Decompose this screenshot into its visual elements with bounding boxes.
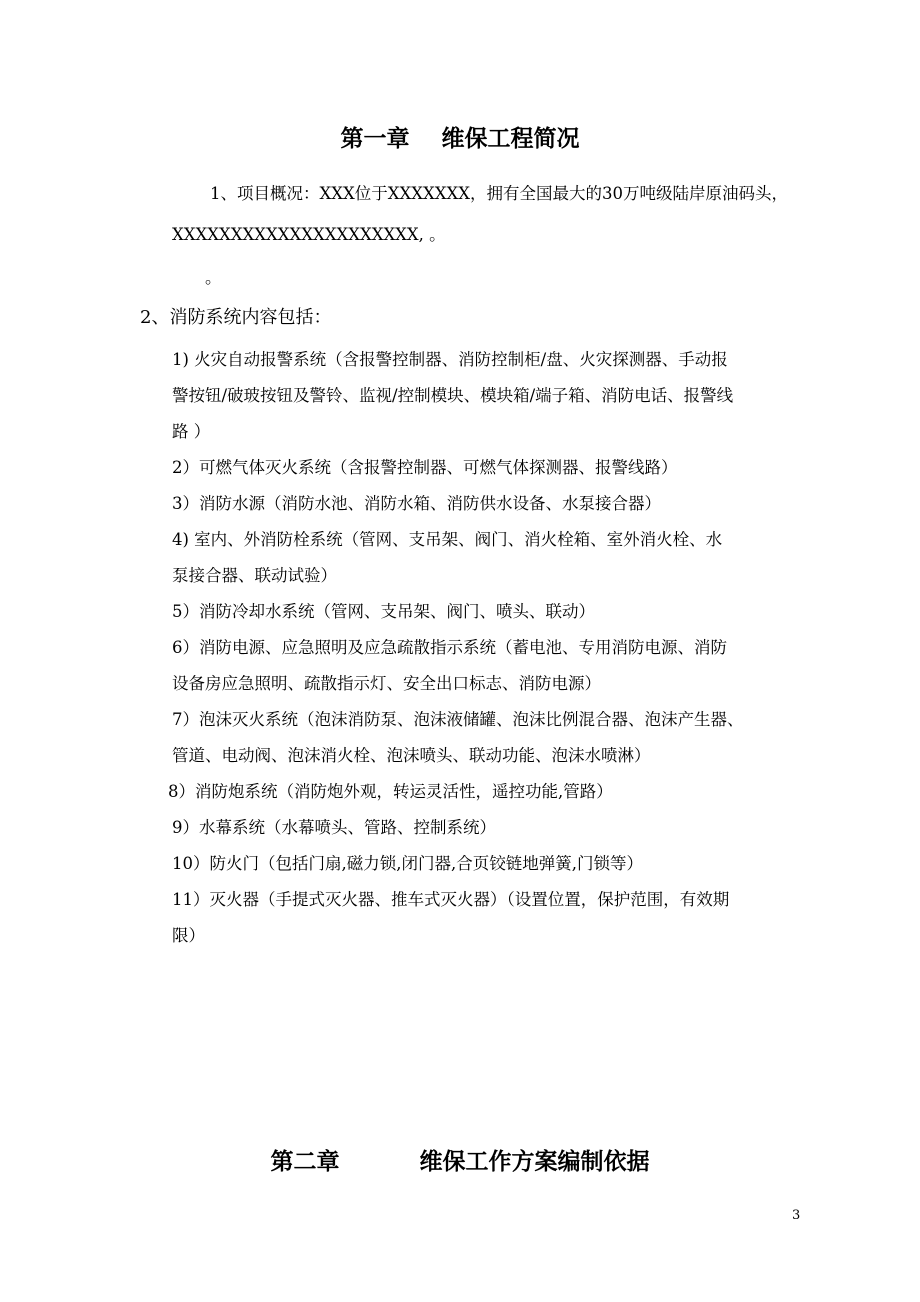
list-item-line: 6）消防电源、应急照明及应急疏散指示系统（蓄电池、专用消防电源、消防: [172, 638, 727, 657]
list-item-line: 9）水幕系统（水幕喷头、管路、控制系统）: [172, 818, 496, 837]
overview-line-1: 1、项目概况：XXX位于XXXXXXX，拥有全国最大的30万吨级陆岸原油码头，: [210, 184, 788, 203]
chapter2-title: 第二章 维保工作方案编制依据: [270, 1149, 650, 1175]
chapter1-title: 第一章 维保工程简况: [340, 126, 580, 152]
list-item-line: 2）可燃气体灭火系统（含报警控制器、可燃气体探测器、报警线路）: [172, 458, 678, 477]
page-number: 3: [792, 1208, 801, 1223]
list-item-line: 警按钮/破玻按钮及警铃、监视/控制模块、模块箱/端子箱、消防电话、报警线: [172, 386, 734, 405]
list-item-line: 4) 室内、外消防栓系统（管网、支吊架、阀门、消火栓箱、室外消火栓、水: [172, 530, 723, 549]
list-item-line: 11）灭火器（手提式灭火器、推车式灭火器）（设置位置，保护范围，有效期: [172, 890, 730, 909]
list-item-line: 限）: [172, 926, 205, 945]
list-item-line: 管道、电动阀、泡沫消火栓、泡沫喷头、联动功能、泡沫水喷淋）: [172, 746, 651, 765]
list-item-line: 设备房应急照明、疏散指示灯、安全出口标志、消防电源）: [172, 674, 601, 693]
list-item-line: 1) 火灾自动报警系统（含报警控制器、消防控制柜/盘、火灾探测器、手动报: [172, 350, 728, 369]
section2-heading: 2、消防系统内容包括：: [140, 307, 332, 328]
list-item-line: 7）泡沫灭火系统（泡沫消防泵、泡沫液储罐、泡沫比例混合器、泡沫产生器、: [172, 710, 744, 729]
list-item-line: 5）消防冷却水系统（管网、支吊架、阀门、喷头、联动）: [172, 602, 595, 621]
list-item-line: 8）消防炮系统（消防炮外观，转运灵活性，遥控功能,管路）: [168, 782, 613, 801]
list-item-line: 10）防火门（包括门扇,磁力锁,闭门器,合页铰链地弹簧,门锁等）: [172, 854, 643, 873]
list-item-line: 泵接合器、联动试验）: [172, 566, 337, 585]
list-item-line: 3）消防水源（消防水池、消防水箱、消防供水设备、水泵接合器）: [172, 494, 661, 513]
overview-line-3: 。: [205, 268, 222, 287]
overview-line-2: XXXXXXXXXXXXXXXXXXXXX, 。: [172, 225, 446, 244]
list-item-line: 路 ）: [172, 422, 211, 441]
